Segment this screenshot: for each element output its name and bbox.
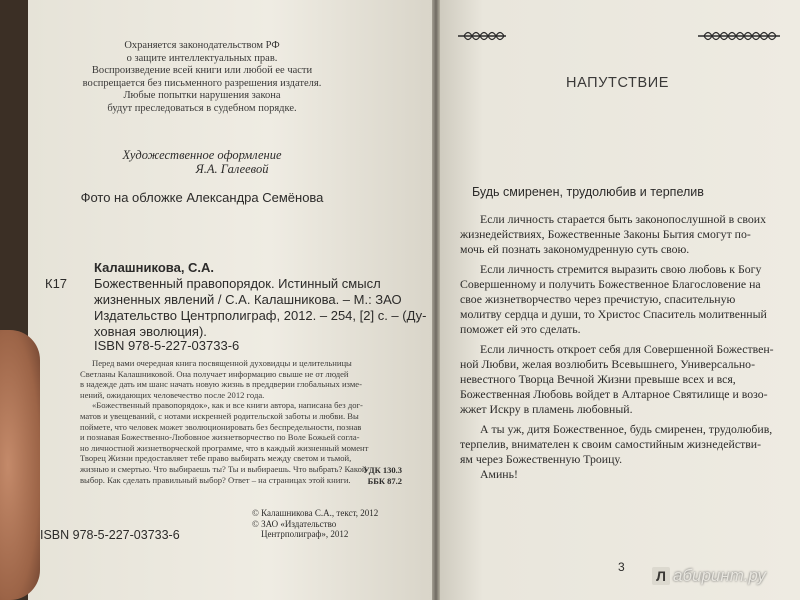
labirint-watermark <box>652 563 766 589</box>
copyright-lines <box>252 508 422 540</box>
copyright-line: © Калашникова С.А., текст, 2012 <box>252 508 379 518</box>
bbk-code: ББК 87.2 <box>367 476 402 486</box>
holding-thumb <box>0 330 40 600</box>
body-line: Божественная Любовь войдет в Алтарное Святилище и возо- <box>460 387 768 402</box>
annotation-line: Творец Жизни предоставляет тебе право выбирать между светом и тьмой, <box>80 453 352 464</box>
copyright-notice <box>30 40 374 115</box>
body-line: А ты уж, дитя Божественное, будь смиренен, трудолюбив, <box>480 421 773 436</box>
chapter-body <box>460 212 785 482</box>
design-credit-line: Художественное оформление <box>122 148 282 162</box>
body-line: ям через Божественную Троицу. <box>460 452 623 467</box>
annotation-line: Перед вами очередная книга посвященной духовидцы и целительницы <box>92 358 352 368</box>
photo-credit: Фото на обложке Александра Семёнова <box>80 190 324 205</box>
body-line: Совершенному и получить Божественное Благословение на <box>460 276 761 291</box>
bib-line: жизненных явлений / С.А. Калашникова. – М.: ЗАО <box>94 292 402 307</box>
isbn-top: ISBN 978-5-227-03733-6 <box>94 338 240 353</box>
notice-line: воспрещается без письменного разрешения издателя. <box>82 77 322 89</box>
notice-line: Любые попытки нарушения закона <box>123 90 281 101</box>
annotation-line: и познавая Божественно-Любовное жизнетворчество по Воле Божьей согла- <box>80 432 360 443</box>
annotation-line: Светланы Калашниковой. Она получает информацию свыше не от людей <box>80 368 349 379</box>
body-line: ной Любви, желая возлюбить Всевышнего, Универсально- <box>460 356 756 371</box>
labirint-logo-icon: Л <box>652 567 670 585</box>
body-line: молитву сердца и души, то Христос Спаситель молитвенный <box>460 307 767 322</box>
watermark-text: абиринт.ру <box>673 566 766 585</box>
annotation-line: матов и увещеваний, с нотами искренней родительской заботы и любви. Вы <box>80 410 359 421</box>
body-line: свое жизнетворчество через пречистую, спасительную <box>460 292 736 307</box>
bib-line: Божественный правопорядок. Истинный смысл <box>94 276 381 291</box>
annotation-line: нений, ожидающих человечество после 2012 года. <box>80 389 265 400</box>
ornament-left-icon <box>458 16 506 56</box>
body-line: жизнедействиях, Божественные Законы Бытия смогут по- <box>460 227 751 242</box>
epigraph: Будь смиренен, трудолюбив и терпелив <box>472 185 704 199</box>
annotation-line: выбор. Как сделать правильный выбор? Ответ – на страницах этой книги. <box>80 474 351 485</box>
page-number: 3 <box>618 560 625 574</box>
body-line: терпелив, внимателен к своим самостийным жизнедействи- <box>460 436 762 451</box>
ornament-right-icon <box>698 16 780 56</box>
isbn-bottom: ISBN 978-5-227-03733-6 <box>40 528 180 542</box>
notice-line: будут преследоваться в судебном порядке. <box>107 102 297 114</box>
catalog-code: К17 <box>45 276 68 291</box>
designer-name: Я.А. Галеевой <box>195 162 269 176</box>
body-line: Если личность откроет себя для Совершенной Божествен- <box>480 341 774 356</box>
annotation-line: жизнью и смертью. Что выбираешь ты? Ты и выбираешь. Что выбрать? Какой <box>80 463 367 474</box>
udk-code: УДК 130.3 <box>363 465 402 475</box>
bib-line: Издательство Центрполиграф, 2012. – 254, [2] с. – (Ду- <box>94 308 427 323</box>
body-line: мочь ей познать закономудренную суть свою. <box>460 242 690 257</box>
chapter-title: НАПУТСТВИЕ <box>566 75 670 91</box>
body-line: Аминь! <box>480 467 518 482</box>
body-line: Если личность старается быть законопослушной в своих <box>480 212 766 226</box>
bib-author: Калашникова, С.А. <box>94 260 215 275</box>
classification-codes <box>330 465 402 487</box>
body-line: жжет Искру в пламень любовный. <box>460 402 633 417</box>
design-credit <box>30 148 374 176</box>
annotation-line: «Божественный правопорядок», как и все книги автора, написана без дог- <box>92 400 363 411</box>
copyright-line: © ЗАО «Издательство <box>252 518 337 529</box>
bibliographic-entry <box>94 260 427 340</box>
body-line: невестного Творца Вечной Жизни превыше всех и вся, <box>460 372 736 387</box>
annotation-line: но личностной жизнетворческой программе, что в каждый жизненный момент <box>80 442 369 453</box>
bib-line: ховная эволюция). <box>94 324 207 339</box>
notice-line: о защите интеллектуальных прав. <box>126 52 278 64</box>
notice-line: Охраняется законодательством РФ <box>124 40 280 51</box>
copyright-line: Центрполиграф», 2012 <box>261 529 349 539</box>
annotation-line: в надежде дать им шанс начать новую жизнь в преддверии глобальных изме- <box>80 379 362 390</box>
book-gutter <box>432 0 440 600</box>
body-line: Если личность стремится выразить свою любовь к Богу <box>480 261 762 276</box>
body-line: поможет ей это сделать. <box>460 322 581 337</box>
annotation-line: поймете, что человек может эволюционировать без беспредельности, познав <box>80 421 362 432</box>
notice-line: Воспроизведение всей книги или любой ее части <box>91 65 313 76</box>
